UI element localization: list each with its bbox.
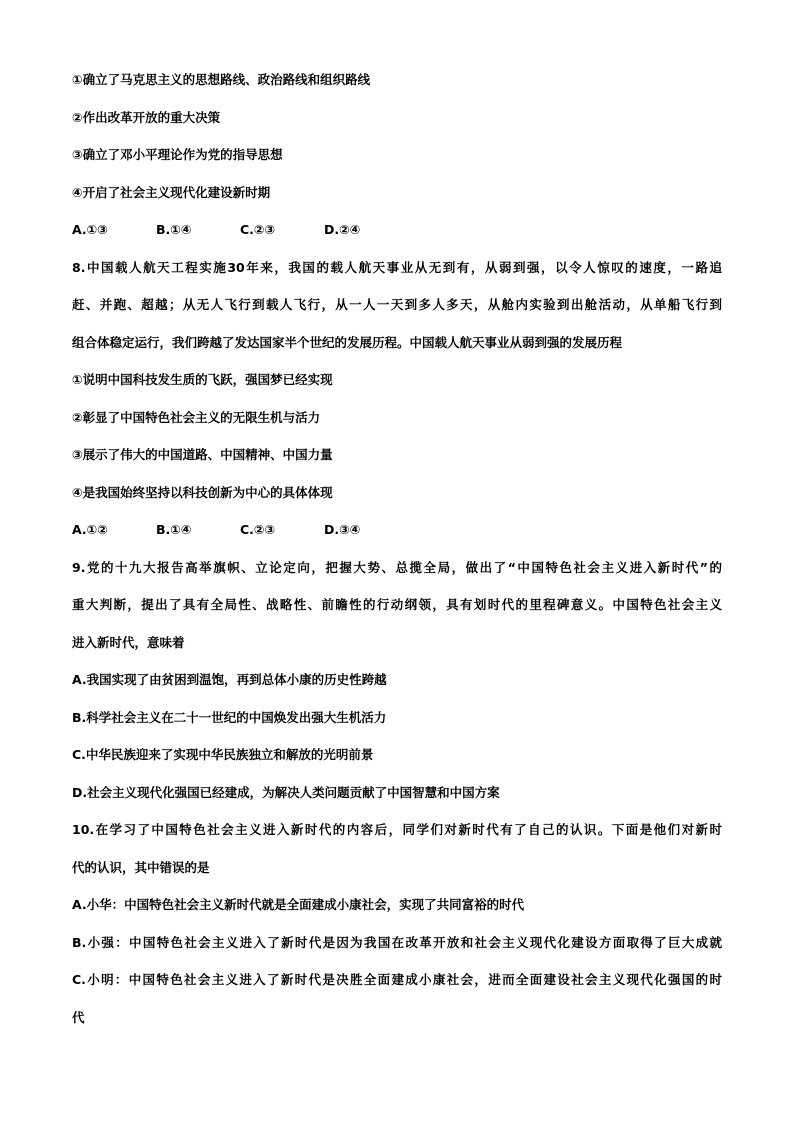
q8-option-c: C.②③ [240,522,276,537]
q10-option-c-line-2: 代 [72,1009,85,1025]
q8-stem-line-3: 组合体稳定运行，我们跨越了发达国家半个世纪的发展历程。中国载人航天事业从弱到强的发展历程 [72,334,623,350]
q8-option-a: A.①② [72,522,108,537]
q8-stem-line-1: 8.中国载人航天工程实施30年来，我国的载人航天事业从无到有，从弱到强，以令人惊叹的速度，一路追 [72,259,722,275]
q8-item-1: ①说明中国科技发生质的飞跃，强国梦已经实现 [72,372,333,387]
q10-stem-line-2: 代的认识，其中错误的是 [72,859,210,875]
q9-option-c: C.中华民族迎来了实现中华民族独立和解放的光明前景 [72,747,374,762]
q7-item-4: ④开启了社会主义现代化建设新时期 [72,184,271,200]
q9-option-d: D.社会主义现代化强国已经建成，为解决人类问题贡献了中国智慧和中国方案 [72,784,500,800]
q9-option-a: A.我国实现了由贫困到温饱，再到总体小康的历史性跨越 [72,672,387,687]
q7-item-2: ②作出改革开放的重大决策 [72,109,221,125]
q8-stem-line-2: 赶、并跑、超越；从无人飞行到载人飞行，从一人一天到多人多天，从舱内实验到出舱活动，从单船飞行到 [72,297,722,312]
q7-option-c: C.②③ [240,222,276,237]
q7-options [72,211,722,249]
q10-option-a: A.小华：中国特色社会主义新时代就是全面建成小康社会，实现了共同富裕的时代 [72,897,525,912]
q9-stem-line-1: 9.党的十九大报告高举旗帜、立论定向，把握大势、总揽全局，做出了“中国特色社会主义进入新时代”的 [72,559,722,575]
q10-option-c-line-1: C.小明：中国特色社会主义进入了新时代是决胜全面建成小康社会，进而全面建设社会主义现代化强国的时 [72,972,722,987]
q9-stem-line-2: 重大判断，提出了具有全局性、战略性、前瞻性的行动纲领，具有划时代的里程碑意义。中国特色社会主义 [72,597,722,612]
q7-item-3: ③确立了邓小平理论作为党的指导思想 [72,147,283,162]
q8-item-4: ④是我国始终坚持以科技创新为中心的具体体现 [72,484,333,500]
q7-option-d: D.②④ [324,222,361,237]
q8-item-2: ②彰显了中国特色社会主义的无限生机与活力 [72,409,321,425]
q8-option-d: D.③④ [324,522,361,537]
q9-option-b: B.科学社会主义在二十一世纪的中国焕发出强大生机活力 [72,709,387,725]
q8-options [72,511,722,549]
exam-page [72,61,722,1036]
q7-option-a: A.①③ [72,222,108,237]
q7-option-b: B.①④ [156,222,192,237]
q10-stem-line-1: 10.在学习了中国特色社会主义进入新时代的内容后，同学们对新时代有了自己的认识。下面是他们对新时 [72,822,722,837]
q7-item-1: ①确立了马克思主义的思想路线、政治路线和组织路线 [72,72,371,87]
q8-option-b: B.①④ [156,522,192,537]
q10-option-b: B.小强：中国特色社会主义进入了新时代是因为我国在改革开放和社会主义现代化建设方面取得了巨大成就 [72,934,722,950]
q8-item-3: ③展示了伟大的中国道路、中国精神、中国力量 [72,447,333,462]
q9-stem-line-3: 进入新时代，意味着 [72,634,185,650]
